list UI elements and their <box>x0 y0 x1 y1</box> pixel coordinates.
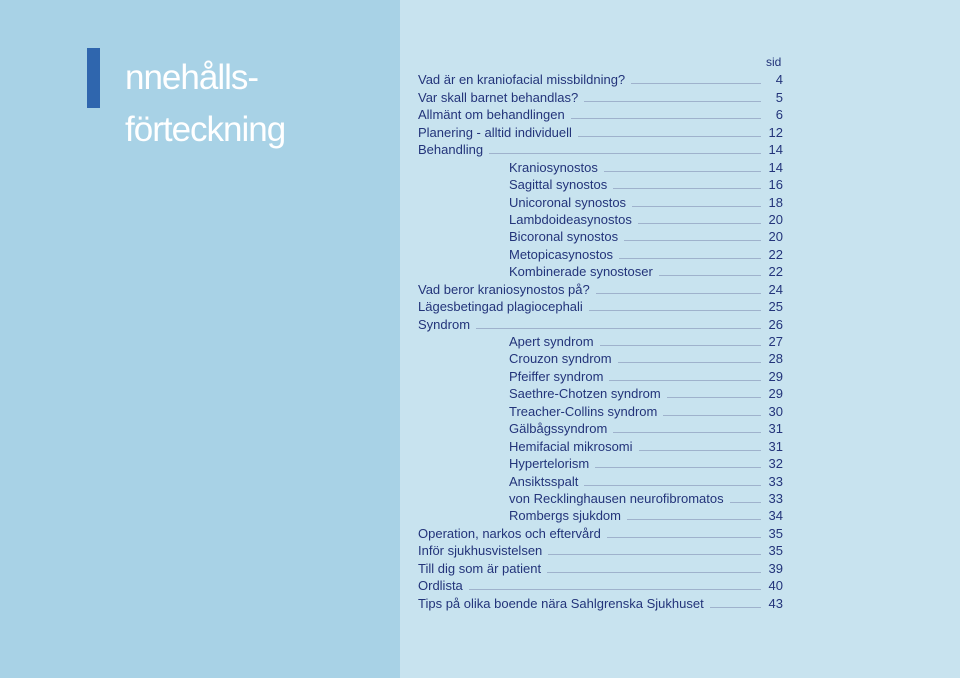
toc-entry-title: Ansiktsspalt <box>509 473 579 489</box>
toc-entry <box>418 175 783 192</box>
toc-entry-page: 18 <box>768 194 783 210</box>
page-title-line-1: nnehålls- <box>125 58 259 97</box>
toc-leader-line <box>578 136 761 137</box>
toc-entry <box>418 366 783 383</box>
toc-entry <box>418 576 783 593</box>
toc-leader-line <box>618 362 761 363</box>
toc-entry-page: 22 <box>768 246 783 262</box>
toc-entry-page: 35 <box>768 543 783 559</box>
toc-leader-line <box>609 380 761 381</box>
toc-entry <box>418 297 783 314</box>
toc-entry-title: Syndrom <box>418 316 471 332</box>
left-panel <box>0 0 400 678</box>
toc-entry <box>418 70 783 87</box>
toc-entry <box>418 140 783 157</box>
toc-leader-line <box>584 101 761 102</box>
toc-entry-title: Behandling <box>418 142 484 158</box>
toc-leader-line <box>632 206 761 207</box>
toc-entry-page: 6 <box>775 107 783 123</box>
toc-entry-page: 29 <box>768 386 783 402</box>
toc-entry-title: Rombergs sjukdom <box>509 508 621 524</box>
toc-entry-title: Bicoronal synostos <box>509 229 619 245</box>
toc-leader-line <box>584 485 761 486</box>
toc-leader-line <box>710 607 761 608</box>
toc-entry-title: Apert syndrom <box>509 334 594 349</box>
toc-entry <box>418 314 783 331</box>
toc-entry-page: 5 <box>775 89 783 105</box>
toc-entry <box>418 454 783 471</box>
toc-entry-title: Lambdoideasynostos <box>509 211 632 227</box>
toc-leader-line <box>730 502 761 503</box>
toc-leader-line <box>627 519 761 520</box>
toc-leader-line <box>595 467 761 468</box>
toc-entry-title: Treacher-Collins syndrom <box>509 403 658 419</box>
toc-leader-line <box>624 240 761 241</box>
toc-entry <box>418 227 783 244</box>
toc-entry <box>418 87 783 104</box>
toc-entry <box>418 122 783 139</box>
toc-entry <box>418 593 783 610</box>
toc-entry <box>418 332 783 349</box>
toc-entry-page: 29 <box>768 368 783 384</box>
toc-entry-title: Metopicasynostos <box>509 246 614 262</box>
toc-leader-line <box>613 188 761 189</box>
toc-entry-page: 12 <box>768 124 783 140</box>
toc-entry <box>418 523 783 540</box>
toc-entry-title: Lägesbetingad plagiocephali <box>418 299 583 315</box>
toc-entry-title: Hypertelorism <box>509 456 590 472</box>
toc-entry <box>418 349 783 366</box>
toc-entry-title: Till dig som är patient <box>418 560 542 576</box>
toc-entry-title: Operation, narkos och eftervård <box>418 525 601 541</box>
toc-entry-page: 35 <box>768 525 783 541</box>
toc-entry <box>418 471 783 488</box>
toc-entry-title: Kraniosynostos <box>509 159 598 175</box>
toc-entry-page: 4 <box>775 72 783 88</box>
toc-entry-title: Tips på olika boende nära Sahlgrenska Sjukhuset <box>418 595 704 611</box>
toc-entry-page: 14 <box>768 159 783 175</box>
toc-entry <box>418 157 783 174</box>
toc-leader-line <box>571 118 761 119</box>
toc-leader-line <box>596 293 761 294</box>
title-initial-bar <box>87 48 100 108</box>
toc-entry-page: 22 <box>768 264 783 280</box>
toc-leader-line <box>659 275 761 276</box>
toc-entry <box>418 384 783 401</box>
toc-entry <box>418 244 783 261</box>
toc-leader-line <box>548 554 761 555</box>
toc-entry-page: 43 <box>768 595 783 611</box>
toc-entry <box>418 262 783 279</box>
toc-leader-line <box>638 223 761 224</box>
toc-entry-title: Ordlista <box>418 578 463 594</box>
toc-leader-line <box>600 345 761 346</box>
table-of-contents <box>418 70 783 611</box>
toc-leader-line <box>631 83 761 84</box>
toc-entry-title: Gälbågssyndrom <box>509 421 608 437</box>
toc-entry <box>418 279 783 296</box>
toc-entry-page: 40 <box>768 578 783 594</box>
toc-leader-line <box>476 328 761 329</box>
toc-entry <box>418 541 783 558</box>
toc-entry-page: 20 <box>768 211 783 227</box>
toc-entry-page: 27 <box>768 334 783 349</box>
toc-entry-page: 31 <box>768 438 783 454</box>
toc-leader-line <box>613 432 761 433</box>
toc-entry-title: Saethre-Chotzen syndrom <box>509 386 661 402</box>
toc-leader-line <box>639 450 761 451</box>
toc-entry-page: 33 <box>768 490 783 506</box>
toc-entry <box>418 192 783 209</box>
page-title-line-2: förteckning <box>125 110 286 149</box>
toc-entry-title: Crouzon syndrom <box>509 351 612 367</box>
toc-entry <box>418 506 783 523</box>
toc-leader-line <box>619 258 761 259</box>
toc-leader-line <box>663 415 761 416</box>
toc-entry-title: von Recklinghausen neurofibromatos <box>509 490 724 506</box>
toc-leader-line <box>667 397 761 398</box>
toc-entry-title: Vad beror kraniosynostos på? <box>418 281 590 297</box>
toc-entry-page: 33 <box>768 473 783 489</box>
toc-entry <box>418 105 783 122</box>
toc-leader-line <box>604 171 761 172</box>
toc-entry-page: 30 <box>768 403 783 419</box>
toc-entry-page: 25 <box>768 299 783 315</box>
toc-entry-title: Allmänt om behandlingen <box>418 107 565 123</box>
toc-entry-title: Unicoronal synostos <box>509 194 627 210</box>
toc-entry <box>418 419 783 436</box>
toc-entry-page: 31 <box>768 421 783 437</box>
toc-leader-line <box>607 537 761 538</box>
toc-entry-title: Sagittal synostos <box>509 177 608 193</box>
toc-entry <box>418 436 783 453</box>
toc-entry-title: Hemifacial mikrosomi <box>509 438 633 454</box>
toc-entry <box>418 489 783 506</box>
toc-entry-page: 34 <box>768 508 783 524</box>
toc-leader-line <box>547 572 761 573</box>
toc-entry-title: Planering - alltid individuell <box>418 124 572 140</box>
toc-entry <box>418 401 783 418</box>
toc-entry-title: Pfeiffer syndrom <box>509 368 604 384</box>
toc-leader-line <box>489 153 761 154</box>
toc-entry-title: Vad är en kraniofacial missbildning? <box>418 72 626 88</box>
toc-entry <box>418 210 783 227</box>
toc-entry-page: 14 <box>768 142 783 158</box>
toc-entry-page: 32 <box>768 456 783 472</box>
toc-entry-page: 20 <box>768 229 783 245</box>
toc-leader-line <box>589 310 761 311</box>
toc-entry-page: 16 <box>768 177 783 193</box>
page-column-label: sid <box>766 55 782 69</box>
toc-entry-title: Var skall barnet behandlas? <box>418 89 579 105</box>
toc-entry-page: 26 <box>768 316 783 332</box>
toc-entry-title: Kombinerade synostoser <box>509 264 653 280</box>
toc-entry-title: Inför sjukhusvistelsen <box>418 543 543 559</box>
toc-entry <box>418 558 783 575</box>
toc-entry-page: 39 <box>768 560 783 576</box>
toc-entry-page: 28 <box>768 351 783 367</box>
toc-leader-line <box>469 589 761 590</box>
toc-entry-page: 24 <box>768 281 783 297</box>
